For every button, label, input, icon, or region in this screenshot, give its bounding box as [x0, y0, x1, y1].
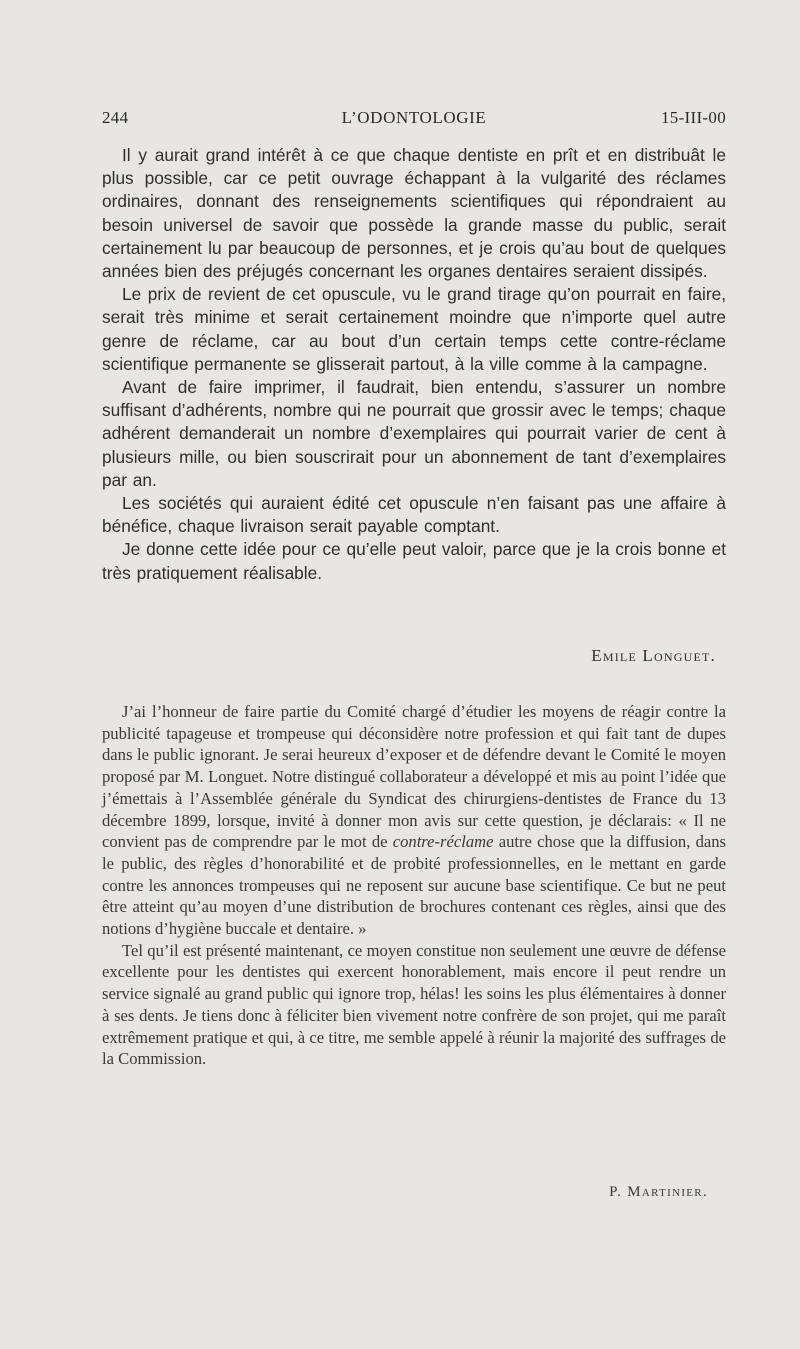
author-signature-martinier: P. Martinier.: [609, 1184, 708, 1200]
paragraph: Le prix de revient de cet opuscule, vu le grand tirage qu’on pourrait en faire, serait très minime et serait certainement moindre que n’importe quel autre genre de réclame, car au bout d’un certain temps cette contre-réclame scientifique permanente se glisserait partout, à la ville comme à la campagne.: [102, 284, 726, 374]
paragraph-text: autre chose que la diffusion, dans le public, des règles d’honorabilité et de probité professionnelles, en le mettant en garde contre les annonces trompeuses qui ne reposent sur aucune base scientifique. Ce but ne peut être atteint qu’au moyen d’une distribution de brochures contenant ces règles, ainsi que des notions d’hygiène buccale et dentaire. »: [102, 832, 726, 939]
page-number: 244: [102, 108, 129, 127]
paragraph: Tel qu’il est présenté maintenant, ce moyen constitue non seulement une œuvre de défense excellente pour les dentistes qui exercent honorablement, mais encore il peut rendre un service signalé au grand public qui ignore trop, hélas! les soins les plus élémentaires à donner à ses dents. Je tiens donc à féliciter bien vivement notre confrère de son projet, qui me paraît extrêmement pratique et qui, à ce titre, me semble appelé à réunir la majorité des suffrages de la Commission.: [102, 940, 726, 1069]
paragraph: Les sociétés qui auraient édité cet opuscule n’en faisant pas une affaire à bénéfice, chaque livraison serait payable comptant.: [102, 493, 726, 537]
issue-date: 15-III-00: [660, 108, 726, 127]
paragraph: [102, 701, 726, 940]
paragraph-text: J’ai l’honneur de faire partie du Comité chargé d’étudier les moyens de réagir contre la publicité tapageuse et trompeuse qui déconsidère notre profession et qui fait tant de dupes dans le public ignorant. Je serai heureux d’exposer et de défendre devant le Comité le moyen proposé par M. Longuet. Notre distingué collaborateur a développé et mis au point l’idée que j’émettais à l’Assemblée générale du Syndicat des chirurgiens-dentistes de France du 13 décembre 1899, lorsque, invité à donner mon avis sur cette question, je déclarais: « Il ne convient pas de comprendre par le mot de: [102, 702, 726, 852]
journal-title: L’ODONTOLOGIE: [341, 108, 487, 127]
paragraph: Je donne cette idée pour ce qu’elle peut valoir, parce que je la crois bonne et très pratiquement réalisable.: [102, 539, 726, 583]
italic-term: contre-réclame: [392, 832, 494, 852]
article-body-martinier: [102, 701, 726, 1070]
article-body-longuet: [102, 144, 726, 585]
paragraph: Avant de faire imprimer, il faudrait, bien entendu, s’assurer un nombre suffisant d’adhérents, nombre qui ne pourrait que grossir avec le temps; chaque adhérent demanderait un nombre d’exemplaires qui pourrait varier de cent à plusieurs mille, ou bien souscrirait pour un abonnement de tant d’exemplaires par an.: [102, 377, 726, 490]
author-signature-longuet: Emile Longuet.: [591, 646, 716, 665]
paragraph: Il y aurait grand intérêt à ce que chaque dentiste en prît et en distribuât le plus possible, car ce petit ouvrage échappant à la vulgarité des réclames ordinaires, donnant des renseignements scientifiques qui répondraient au besoin universel de savoir que possède la grande masse du public, serait certainement lu par beaucoup de personnes, et je crois qu’au bout de quelques années bien des préjugés concernant les organes dentaires seraient dissipés.: [102, 145, 726, 282]
running-head: [102, 108, 726, 134]
